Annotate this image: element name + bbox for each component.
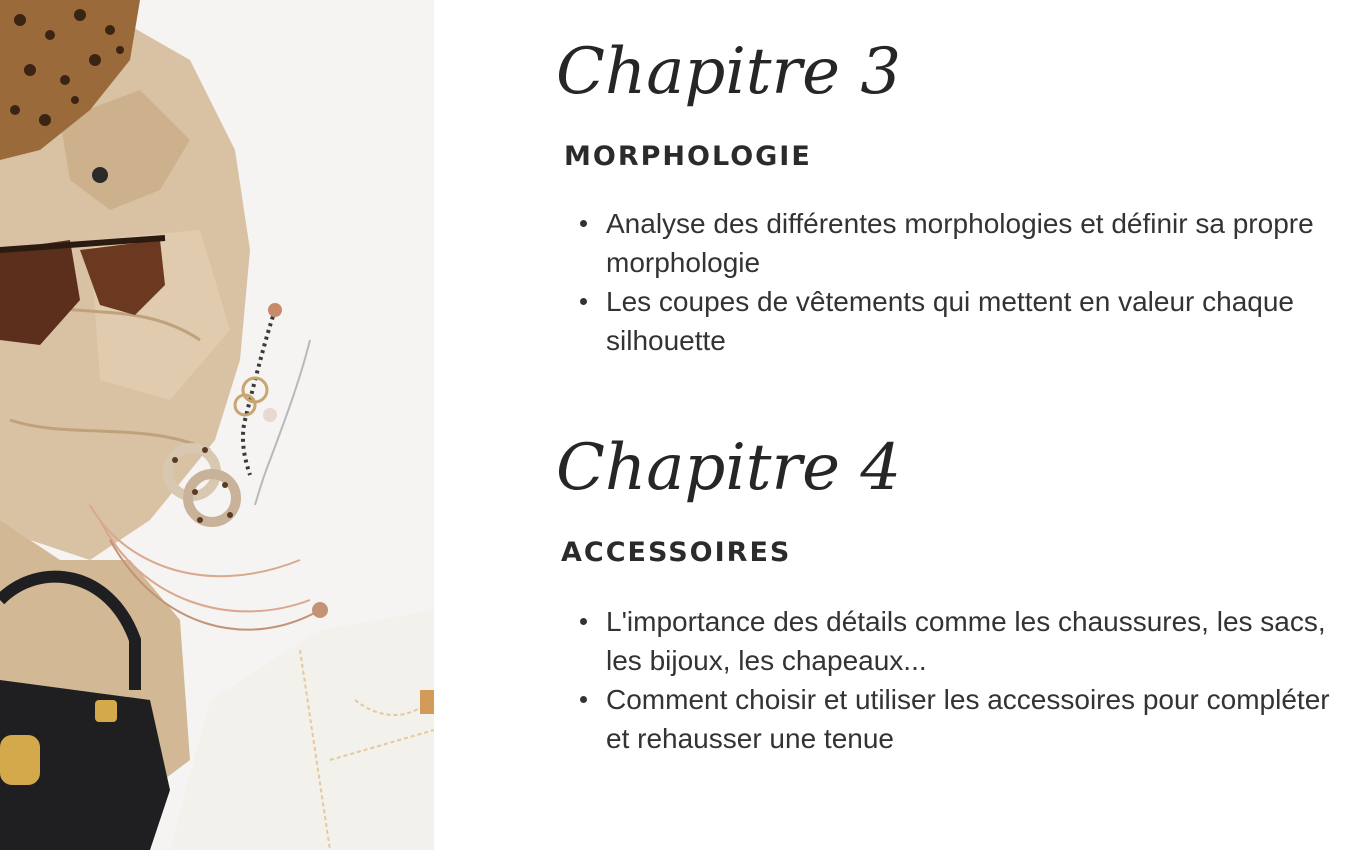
- list-item: [606, 204, 1346, 282]
- chapter-3-title: Chapitre 3: [556, 35, 902, 109]
- list-item: [606, 602, 1346, 680]
- bullet-text: Les coupes de vêtements qui mettent en valeur chaque silhouette: [606, 286, 1294, 356]
- chapter-4-title: Chapitre 4: [556, 431, 902, 505]
- bullet-icon: [580, 696, 587, 703]
- chapter-3-section-heading: MORPHOLOGIE: [564, 141, 812, 172]
- chapters-content: [556, 0, 1346, 850]
- bullet-text: Analyse des différentes morphologies et définir sa propre morphologie: [606, 208, 1314, 278]
- bullet-text: L'importance des détails comme les chaussures, les sacs, les bijoux, les chapeaux...: [606, 606, 1326, 676]
- bullet-icon: [580, 220, 587, 227]
- bullet-text: Comment choisir et utiliser les accessoires pour compléter et rehausser une tenue: [606, 684, 1330, 754]
- handbag-clasp: [0, 735, 40, 785]
- bullet-icon: [580, 618, 587, 625]
- chapter-4-section-heading: ACCESSOIRES: [561, 537, 792, 568]
- bullet-icon: [580, 298, 587, 305]
- chapter-4-bullet-list: [606, 602, 1346, 758]
- fashion-flatlay-photo: [0, 0, 434, 850]
- list-item: [606, 282, 1346, 360]
- chapter-3-bullet-list: [606, 204, 1346, 360]
- flatlay-illustration: [0, 0, 434, 850]
- list-item: [606, 680, 1346, 758]
- coat-button: [92, 167, 108, 183]
